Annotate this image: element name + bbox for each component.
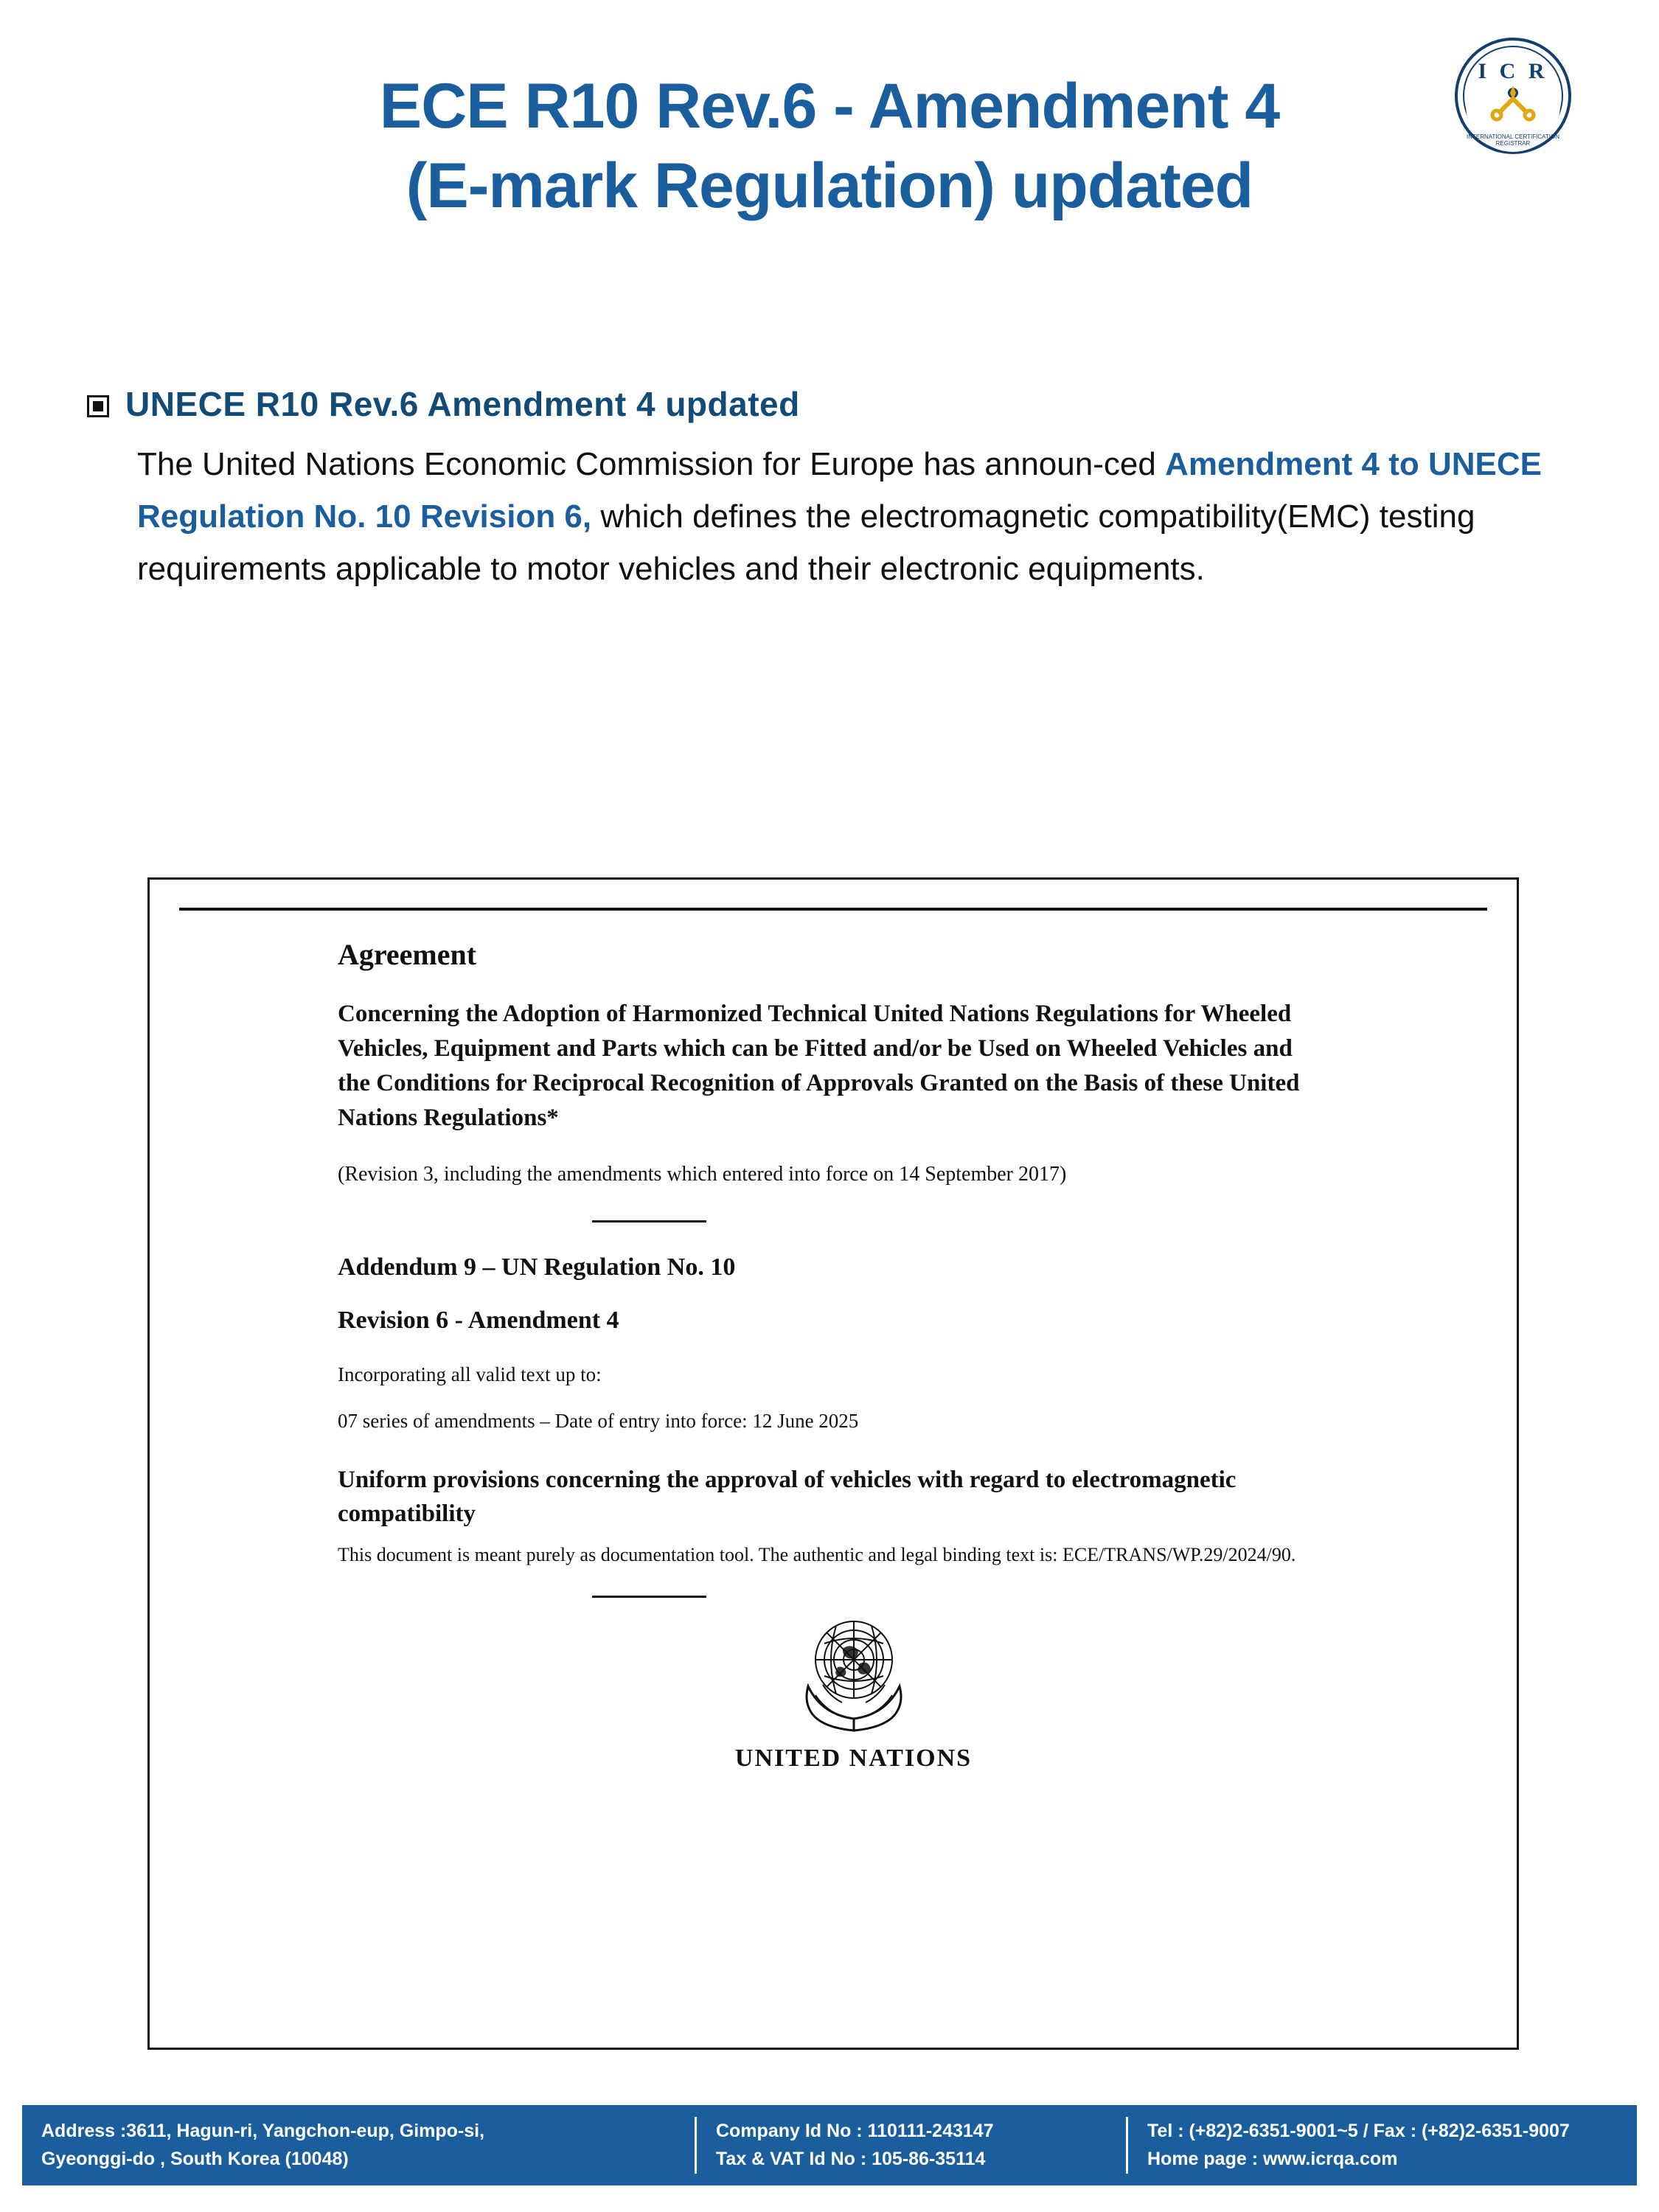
- svg-text:INTERNATIONAL CERTIFICATION: INTERNATIONAL CERTIFICATION: [1467, 133, 1559, 140]
- agreement-title: Agreement: [338, 938, 477, 971]
- document-body: [179, 911, 1487, 1773]
- footer-address-line-2: Gyeonggi-do , South Korea (10048): [41, 2149, 349, 2170]
- footer-address-line-1: Address :3611, Hagun-ri, Yangchon-eup, Gimpo-si,: [41, 2120, 485, 2141]
- documentation-note: This document is meant purely as documentation tool. The authentic and legal binding text is: ECE/TRANS/WP.29/2024/90.: [338, 1544, 1296, 1566]
- un-document-image: [147, 877, 1519, 2050]
- un-emblem-icon: [220, 1608, 1487, 1737]
- un-document-inner: [179, 908, 1487, 2025]
- paragraph-part-2: which defines the electromagnetic compatibility(EMC) testing requirements applicable to motor vehicles and their electronic equipments.: [137, 498, 1475, 588]
- footer-tax-id: Tax & VAT Id No : 105-86-35114: [716, 2149, 986, 2170]
- bullet-heading-row: [87, 383, 1576, 426]
- square-bullet-icon: [87, 395, 109, 417]
- revision-line: Revision 6 - Amendment 4: [338, 1306, 619, 1334]
- title-line-1: ECE R10 Rev.6 - Amendment 4: [379, 71, 1280, 142]
- document-separator-2: [592, 1596, 706, 1598]
- section-heading: UNECE R10 Rev.6 Amendment 4 updated: [125, 385, 800, 423]
- revision-note: (Revision 3, including the amendments which entered into force on 14 September 2017): [338, 1163, 1067, 1186]
- svg-text:I C R: I C R: [1478, 59, 1548, 83]
- body-paragraph: [137, 438, 1597, 596]
- title-line-2: (E-mark Regulation) updated: [406, 150, 1253, 222]
- footer-contact: [1126, 2117, 1637, 2174]
- paragraph-highlight: Amendment 4 to UNECE Regulation No. 10 Revision 6,: [137, 445, 1542, 535]
- page-title: [0, 66, 1659, 226]
- uniform-provisions-line: Uniform provisions concerning the approval of vehicles with regard to electromagnetic compatibility: [338, 1467, 1237, 1527]
- footer-company-ids: [695, 2117, 1126, 2174]
- footer-bar: [22, 2105, 1637, 2186]
- svg-text:REGISTRAR: REGISTRAR: [1495, 140, 1531, 147]
- united-nations-label: UNITED NATIONS: [734, 1745, 973, 1773]
- footer-address: [22, 2117, 695, 2174]
- incorporating-line: Incorporating all valid text up to:: [338, 1363, 602, 1385]
- footer-homepage: Home page : www.icrqa.com: [1147, 2149, 1398, 2170]
- footer-tel-fax: Tel : (+82)2-6351-9001~5 / Fax : (+82)2-6351-9007: [1147, 2120, 1570, 2141]
- paragraph-part-1: The United Nations Economic Commission for Europe has announ-ced: [137, 445, 1166, 482]
- series-line: 07 series of amendments – Date of entry into force: 12 June 2025: [338, 1410, 859, 1433]
- document-separator-1: [592, 1220, 706, 1222]
- content-block: [87, 383, 1576, 595]
- agreement-body: Concerning the Adoption of Harmonized Technical United Nations Regulations for Wheeled Vehicles, Equipment and Parts which can be Fitted and/or be Used on Wheeled Vehicles and the Conditions for Reciprocal Recognition of Approvals Granted on the Basis of these United Nations Regulations*: [338, 1001, 1300, 1131]
- footer-company-id: Company Id No : 110111-243147: [716, 2120, 994, 2141]
- addendum-line: Addendum 9 – UN Regulation No. 10: [338, 1253, 736, 1281]
